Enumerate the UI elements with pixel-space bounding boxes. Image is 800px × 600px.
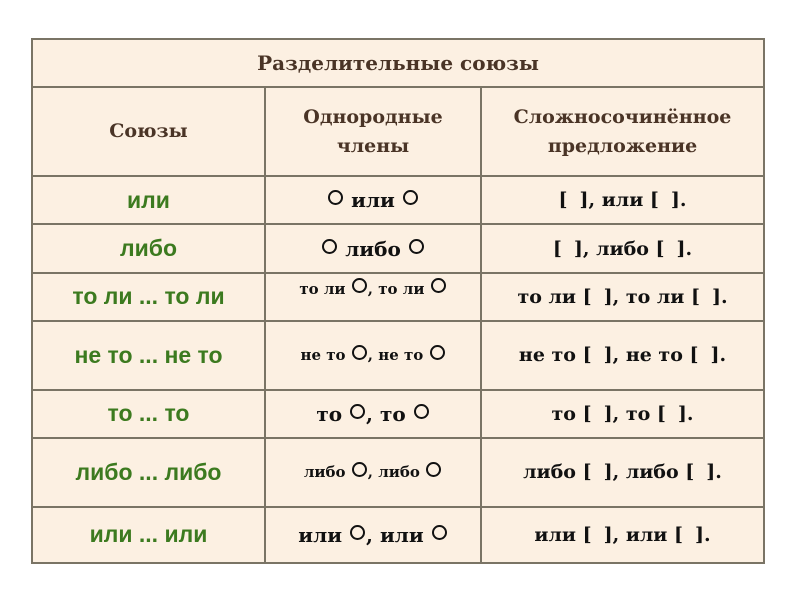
homogeneous-text: , либо (367, 463, 420, 482)
compound-part: ]. (676, 237, 693, 260)
circle-icon (409, 239, 424, 254)
compound-part: ]. (695, 523, 711, 546)
compound-part: ], то [ (603, 402, 666, 425)
compound-cell (481, 176, 764, 224)
table-row (32, 224, 764, 272)
compound-part: не то [ (518, 344, 592, 367)
circle-icon (322, 239, 337, 254)
conjunction-cell: то ли ... то ли (32, 273, 265, 321)
homogeneous-cell (265, 390, 481, 438)
header-conjunctions-label: Союзы (109, 120, 188, 143)
circle-icon (432, 525, 447, 540)
homogeneous-text: то (316, 401, 343, 426)
compound-part: ], или [ (579, 189, 659, 212)
homogeneous-text: то ли (299, 279, 346, 298)
conjunction-cell: либо ... либо (32, 438, 265, 507)
homogeneous-text: либо (303, 463, 346, 482)
table-row (32, 176, 764, 224)
compound-part: ]. (710, 344, 727, 367)
homogeneous-cell (265, 273, 481, 321)
homogeneous-cell (265, 438, 481, 507)
homogeneous-cell (265, 176, 481, 224)
header-homogeneous-line2: члены (336, 134, 410, 157)
homogeneous-text: , или (366, 522, 424, 547)
conjunctions-table (31, 38, 765, 564)
homogeneous-text: , не то (367, 346, 424, 365)
compound-part: то [ (551, 402, 592, 425)
circle-icon (414, 404, 429, 419)
homogeneous-text: не то (300, 346, 346, 365)
circle-icon (352, 345, 367, 360)
header-conjunctions (32, 87, 265, 176)
compound-part: ]. (670, 189, 687, 212)
compound-part: ], либо [ (603, 461, 695, 484)
compound-part: ], не то [ (603, 344, 699, 367)
table-title: Разделительные союзы (32, 39, 764, 87)
table-row (32, 507, 764, 564)
compound-cell (481, 438, 764, 507)
table-row (32, 321, 764, 390)
circle-icon (426, 462, 441, 477)
header-homogeneous-members (265, 87, 481, 176)
compound-part: либо [ (523, 461, 592, 484)
circle-icon (352, 278, 367, 293)
compound-part: [ (552, 237, 562, 260)
compound-cell (481, 390, 764, 438)
header-compound-line1: Сложносочинённое (513, 105, 732, 128)
circle-icon (328, 190, 343, 205)
header-homogeneous-line1: Однородные (303, 105, 443, 128)
circle-icon (430, 345, 445, 360)
homogeneous-text: или (351, 188, 395, 213)
conjunction-cell: то ... то (32, 390, 265, 438)
circle-icon (403, 190, 418, 205)
conjunction-cell: не то ... не то (32, 321, 265, 390)
header-compound-sentence (481, 87, 764, 176)
compound-part: [ (558, 189, 568, 212)
compound-part: ], либо [ (573, 237, 665, 260)
table-row (32, 273, 764, 321)
homogeneous-text: или (298, 522, 343, 547)
homogeneous-text: , то ли (367, 279, 425, 298)
table-row (32, 390, 764, 438)
homogeneous-cell (265, 321, 481, 390)
circle-icon (431, 278, 446, 293)
compound-part: то ли [ (517, 285, 592, 308)
circle-icon (350, 404, 365, 419)
homogeneous-text: либо (345, 236, 401, 261)
conjunction-cell: или ... или (32, 507, 265, 564)
compound-part: ]. (677, 402, 694, 425)
compound-part: ], то ли [ (603, 285, 700, 308)
compound-part: ], или [ (603, 523, 683, 546)
header-compound-line2: предложение (547, 134, 698, 157)
compound-part: ]. (706, 461, 722, 484)
compound-cell (481, 273, 764, 321)
conjunction-cell: или (32, 176, 265, 224)
homogeneous-text: , то (366, 401, 406, 426)
circle-icon (352, 462, 367, 477)
compound-cell (481, 507, 764, 564)
homogeneous-cell (265, 507, 481, 564)
compound-part: или [ (534, 523, 592, 546)
circle-icon (350, 525, 365, 540)
table-row (32, 438, 764, 507)
homogeneous-cell (265, 224, 481, 272)
compound-part: ]. (711, 285, 728, 308)
conjunction-cell: либо (32, 224, 265, 272)
compound-cell (481, 321, 764, 390)
compound-cell (481, 224, 764, 272)
